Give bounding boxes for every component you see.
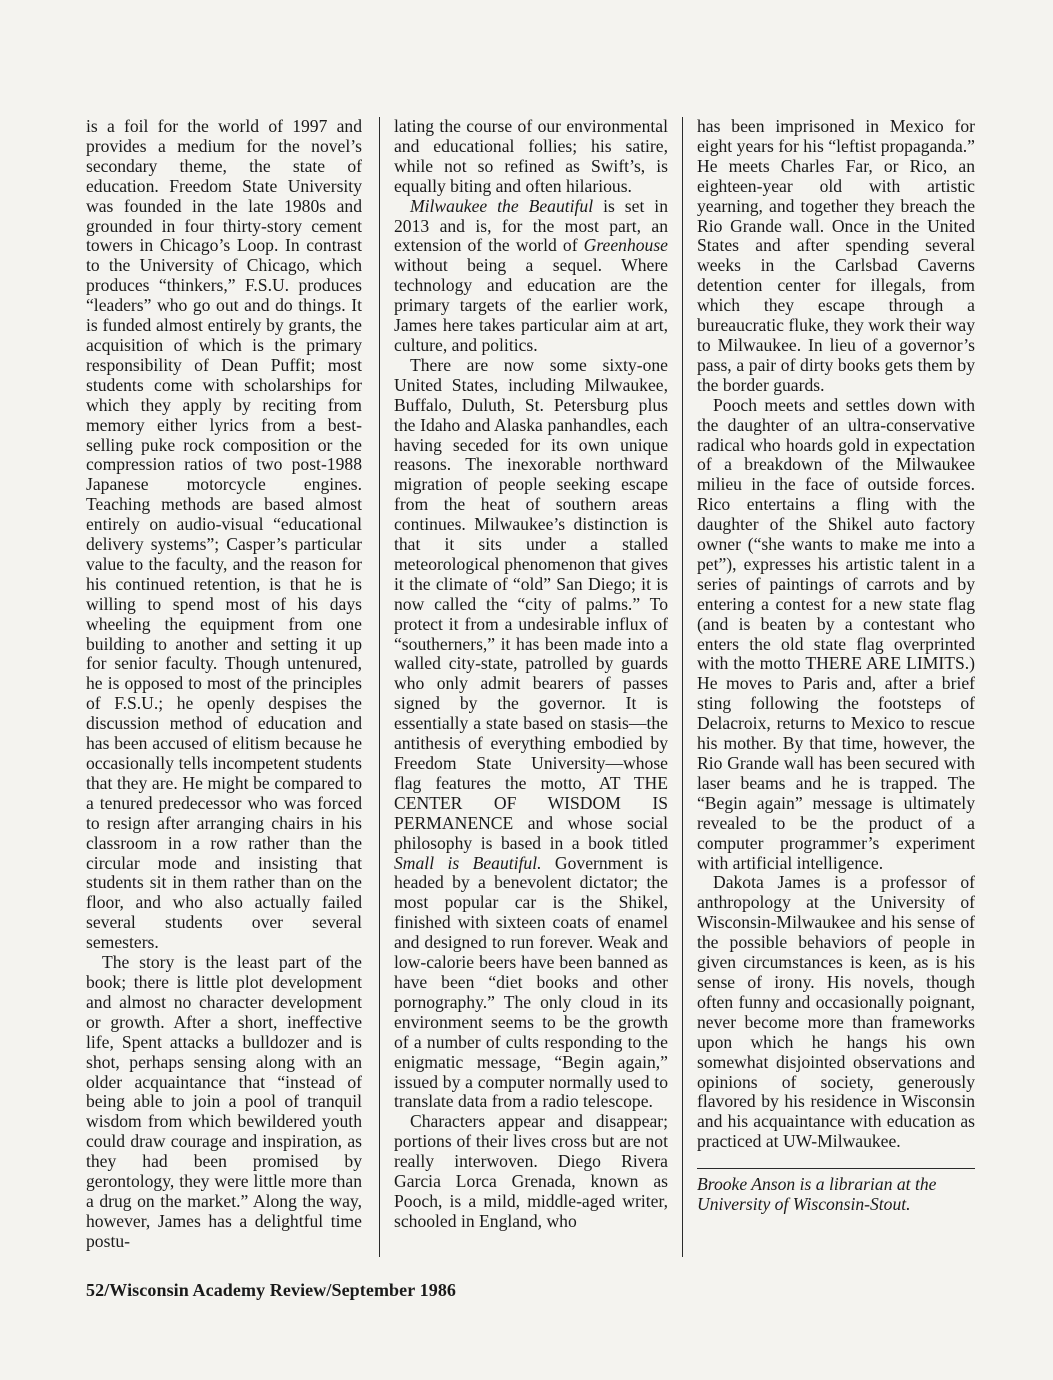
book-title: Greenhouse (583, 235, 668, 256)
column-divider (379, 117, 380, 1257)
paragraph: has been imprisoned in Mexico for eight years for his “leftist propaganda.” He meets Charles Far, or Rico, an eighteen-year old with artistic yearning, and together they breach the Rio Grande wall. Once in the United States and after spending several weeks in the Carlsbad Caverns detention center for illegals, from which they escape through a bureaucratic fluke, they work their way to Milwaukee. In lieu of a governor’s pass, a pair of dirty books gets them by the border guards. (697, 116, 975, 395)
text-run: Government is headed by a benevolent dictator; the most popular car is the Shikel, finished with sixteen coats of enamel and designed to run forever. Weak and low-calorie beers have been banned as have been “diet books and other pornography.” The only cloud in its environment seems to be the growth of a number of cults responding to the enigmatic message, “Begin again,” issued by a computer normally used to translate data from a radio telescope. (394, 852, 668, 1112)
paragraph: Characters appear and disappear; portions of their lives cross but are not really interwoven. Diego Rivera Garcia Lorca Grenada, known as Pooch, is a mild, middle-aged writer, schooled in England, who (394, 1111, 668, 1231)
article-column-1 (86, 117, 362, 1252)
book-title: Small is Beautiful. (394, 852, 542, 873)
paragraph: is a foil for the world of 1997 and provides a medium for the novel’s secondary theme, the state of education. Freedom State University was founded in the late 1980s and grounded in four thirty-story cement towers in Chicago’s Loop. In contrast to the University of Chicago, which produces “thinkers,” F.S.U. produces “leaders” who go out and do things. It is funded almost entirely by grants, the acquisition of which is the primary responsibility of Dean Puffit; most students come with scholarships for which they apply by reciting from memory either lyrics from a best-selling puke rock composition or the compression ratios of two post-1988 Japanese motorcycle engines. Teaching methods are based almost entirely on audio-visual “educational delivery systems”; Casper’s particular value to the faculty, and the reason for his continued retention, is that he is willing to spend most of his days wheeling the equipment from one building to another and setting it up for senior faculty. Though untenured, he is opposed to most of the principles of F.S.U.; he openly despises the discussion method of education and has been accused of elitism because he occasionally tells incompetent students that they are. He might be compared to a tenured predecessor who was forced to resign after arranging chairs in his classroom in a row rather than the circular mode and insisting that students sit in them rather than on the floor, and who also actually failed several students over several semesters. (86, 116, 362, 953)
book-title: Milwaukee the Beautiful (410, 195, 594, 216)
column-divider (682, 117, 683, 1257)
paragraph (394, 356, 668, 1112)
page-footer: 52/Wisconsin Academy Review/September 1986 (86, 1280, 457, 1300)
article-column-3 (697, 117, 975, 1215)
author-byline: Brooke Anson is a librarian at the University of Wisconsin-Stout. (697, 1174, 937, 1215)
paragraph: Pooch meets and settles down with the daughter of an ultra-conservative radical who hoards gold in expectation of a breakdown of the Milwaukee milieu in the face of outside forces. Rico entertains a fling with the daughter of the Shikel auto factory owner (“she wants to make me into a pet”), expresses his artistic talent in a series of paintings of carrots and by entering a contest for a new state flag (and is beaten by a contestant who enters the old state flag overprinted with the motto THERE ARE LIMITS.) He moves to Paris and, after a brief sting following the footsteps of Delacroix, returns to Mexico to rescue his mother. By that time, however, the Rio Grande wall has been secured with laser beams and he is trapped. The “Begin again” message is ultimately revealed to be the product of a computer programmer’s experiment with artificial intelligence. (697, 394, 975, 873)
text-run: There are now some sixty-one United States, including Milwaukee, Buffalo, Duluth, St. Petersburg plus the Idaho and Alaska panhandles, each having seceded for its own unique reasons. The inexorable northward migration of people seeking escape from the heat of southern areas continues. Milwaukee’s distinction is that it sits under a stalled meteorological phenomenon that gives it the climate of “old” San Diego; it is now called the “city of palms.” To protect it from a undesirable influx of “southerners,” it has been made into a walled city-state, patrolled by guards who only admit bearers of passes signed by the governor. It is essentially a state based on stasis—the antithesis of everything embodied by Freedom State University—whose flag features the motto, AT THE CENTER OF WISDOM IS PERMANENCE and whose social philosophy is based in a book titled (394, 354, 668, 853)
text-run: without being a sequel. Where technology and education are the primary targets of the earlier work, James here takes particular aim at art, culture, and politics. (394, 255, 668, 355)
text-run: is set in 2013 and is, for the most part, an extension of the world of (394, 195, 668, 256)
paragraph: lating the course of our environmental and educational follies; his satire, while not so refined as Swift’s, is equally biting and often hilarious. (394, 116, 668, 196)
byline-divider (697, 1168, 975, 1169)
article-column-2 (394, 117, 668, 1232)
paragraph (394, 197, 668, 356)
paragraph: Dakota James is a professor of anthropology at the University of Wisconsin-Milwaukee and his sense of the possible behaviors of people in given circumstances is keen, as is his sense of irony. His novels, though often funny and occasionally poignant, never become more than frameworks upon which he hangs his own somewhat disjointed observations and opinions of society, generously flavored by his residence in Wisconsin and his acquaintance with education as practiced at UW-Milwaukee. (697, 872, 975, 1152)
paragraph: The story is the least part of the book; there is little plot development and almost no character development or growth. After a short, ineffective life, Spent attacks a bulldozer and is shot, perhaps sensing along with an older acquaintance that “instead of being able to join a pool of tranquil wisdom from which bewildered youth could draw courage and inspiration, as they had been promised by gerontology, they were little more than a drug on the market.” Along the way, however, James has a delightful time postu- (86, 952, 362, 1251)
